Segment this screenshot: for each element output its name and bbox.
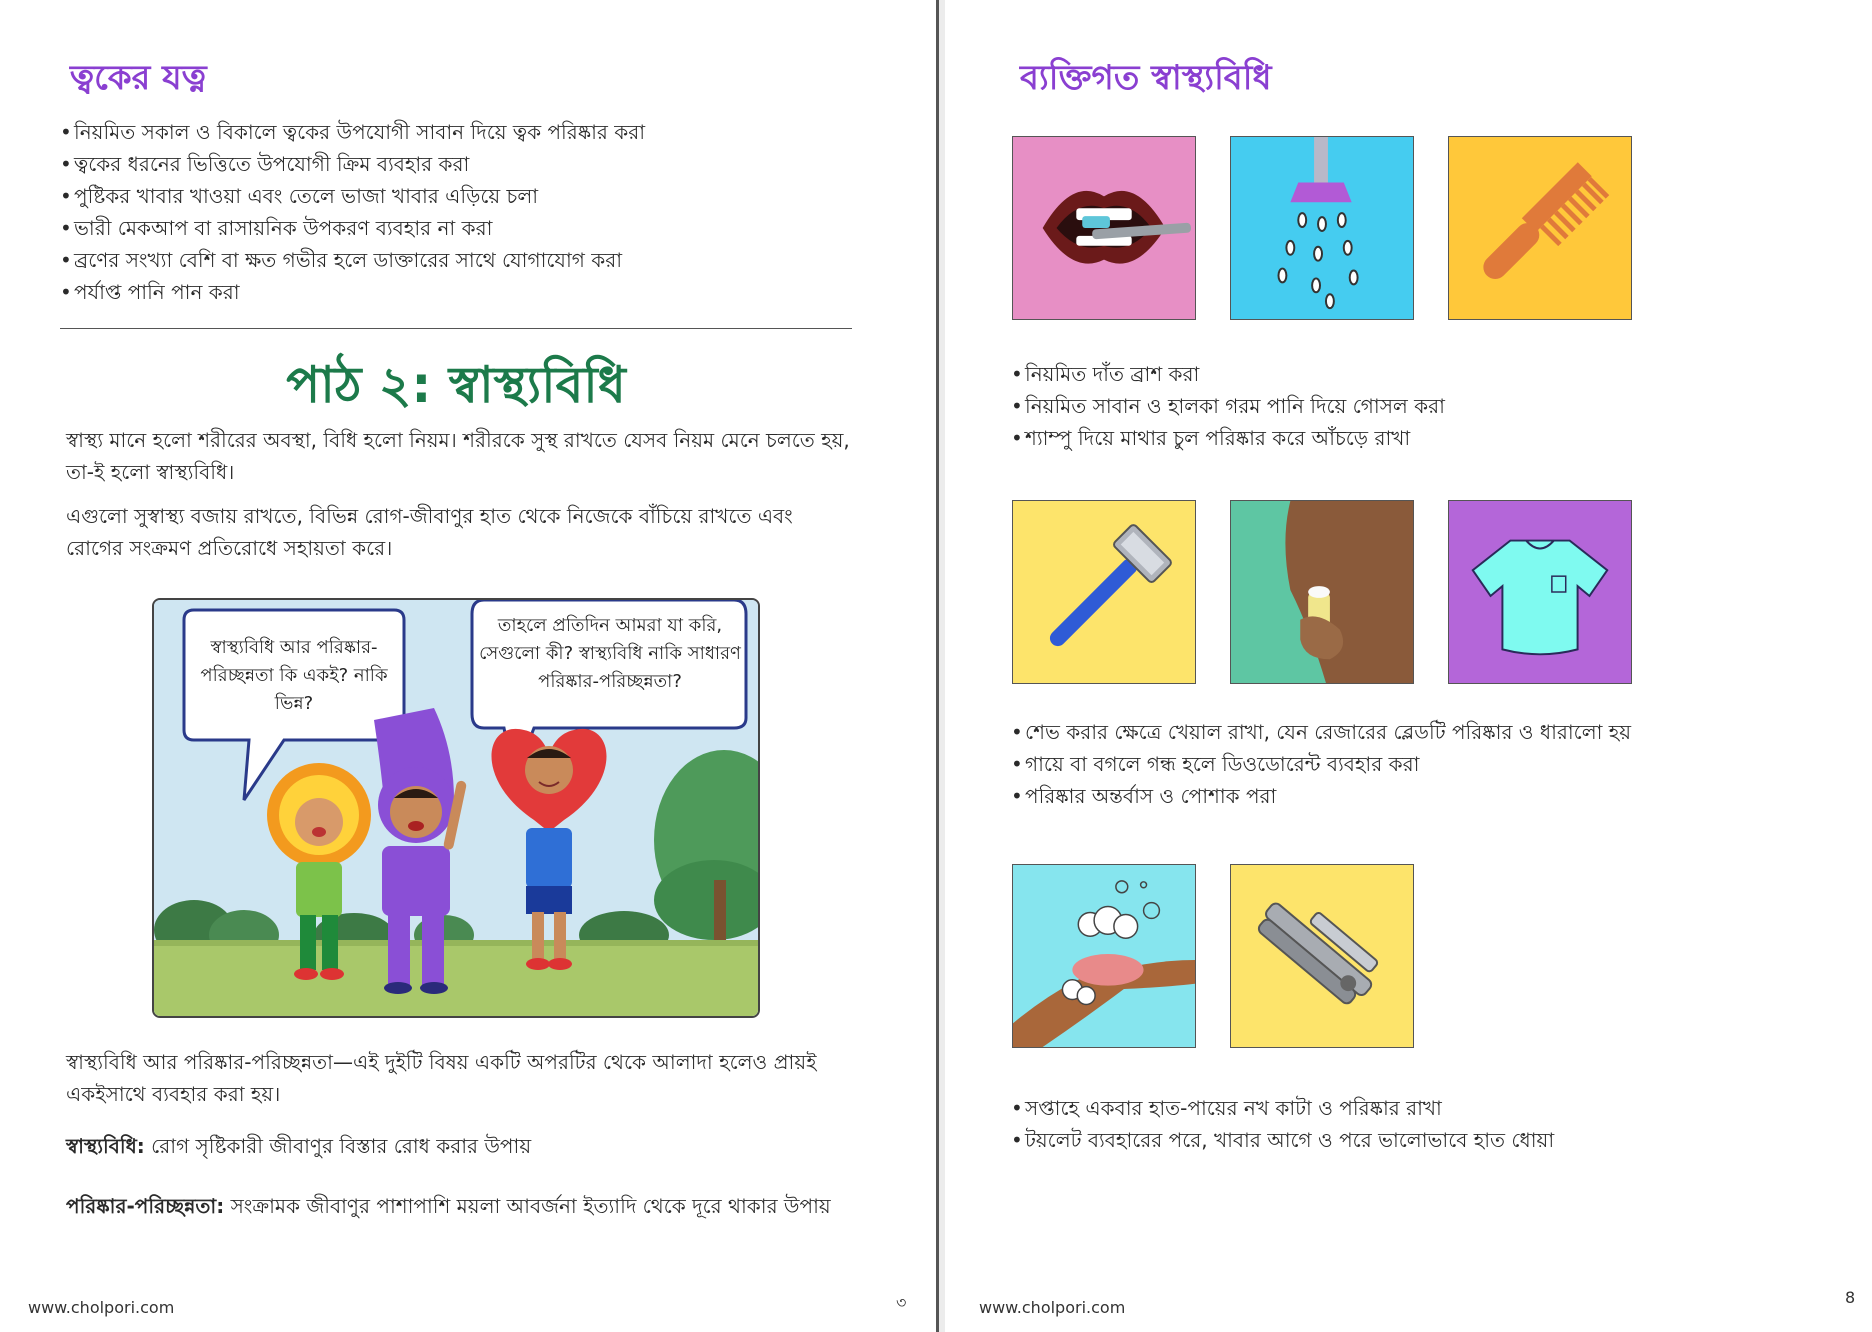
comb-icon: [1448, 136, 1632, 320]
definition-text: রোগ সৃষ্টিকারী জীবাণুর বিস্তার রোধ করার উপায়: [144, 1134, 532, 1158]
section-divider: [60, 328, 852, 329]
list-item: • নিয়মিত সাবান ও হালকা গরম পানি দিয়ে গোসল করা: [1011, 390, 1445, 422]
lesson-paragraph-1: স্বাস্থ্য মানে হলো শরীরের অবস্থা, বিধি হলো নিয়ম। শরীরকে সুস্থ রাখতে যেসব নিয়ম মেনে চলতে হয়, তা-ই হলো স্বাস্থ্যবিধি।: [66, 428, 850, 484]
skin-care-title: ত্বকের যত্ন: [70, 58, 207, 98]
list-item: • গায়ে বা বগলে গন্ধ হলে ডিওডোরেন্ট ব্যবহার করা: [1011, 748, 1631, 780]
definition-text: সংক্রামক জীবাণুর পাশাপাশি ময়লা আবর্জনা ইত্যাদি থেকে দূরে থাকার উপায়: [224, 1194, 831, 1218]
definition-hygiene: [66, 1130, 856, 1162]
list-item: • পর্যাপ্ত পানি পান করা: [60, 276, 645, 308]
list-item: • শ্যাম্পু দিয়ে মাথার চুল পরিষ্কার করে আঁচড়ে রাখা: [1011, 422, 1445, 454]
list-item: • নিয়মিত সকাল ও বিকালে ত্বকের উপযোগী সাবান দিয়ে ত্বক পরিষ্কার করা: [60, 116, 645, 148]
definition-cleanliness: [66, 1190, 856, 1222]
list-item: • পরিষ্কার অন্তর্বাস ও পোশাক পরা: [1011, 780, 1631, 812]
list-item: • পুষ্টিকর খাবার খাওয়া এবং তেলে ভাজা খাবার এড়িয়ে চলা: [60, 180, 645, 212]
hygiene-list-3: [1011, 1092, 1554, 1156]
footer-url: www.cholpori.com: [28, 1298, 175, 1317]
deodorant-icon: [1230, 500, 1414, 684]
list-item: • টয়লেট ব্যবহারের পরে, খাবার আগে ও পরে ভালোভাবে হাত ধোয়া: [1011, 1124, 1554, 1156]
page-number: ৩: [896, 1293, 907, 1312]
speech-bubble-left: স্বাস্থ্যবিধি আর পরিষ্কার-পরিচ্ছন্নতা কি একই? নাকি ভিন্ন?: [200, 637, 388, 714]
footer-url: www.cholpori.com: [979, 1298, 1126, 1317]
list-item: • ভারী মেকআপ বা রাসায়নিক উপকরণ ব্যবহার না করা: [60, 212, 645, 244]
shower-icon: [1230, 136, 1414, 320]
skin-care-list: [60, 116, 645, 308]
list-item: • ব্রণের সংখ্যা বেশি বা ক্ষত গভীর হলে ডাক্তারের সাথে যোগাযোগ করা: [60, 244, 645, 276]
list-item: • সপ্তাহে একবার হাত-পায়ের নখ কাটা ও পরিষ্কার রাখা: [1011, 1092, 1554, 1124]
right-page: [945, 0, 1872, 1332]
lesson-title: পাঠ ২: স্বাস্থ্যবিধি: [286, 356, 626, 414]
hygiene-list-1: [1011, 358, 1445, 454]
hygiene-list-2: [1011, 716, 1631, 812]
razor-icon: [1012, 500, 1196, 684]
nail-clipper-icon: [1230, 864, 1414, 1048]
definition-term: স্বাস্থ্যবিধি:: [66, 1134, 145, 1158]
page-spine: [936, 0, 945, 1332]
list-item: • নিয়মিত দাঁত ব্রাশ করা: [1011, 358, 1445, 390]
list-item: • ত্বকের ধরনের ভিত্তিতে উপযোগী ক্রিম ব্যবহার করা: [60, 148, 645, 180]
lesson-paragraph-2: এগুলো সুস্বাস্থ্য বজায় রাখতে, বিভিন্ন রোগ-জীবাণুর হাত থেকে নিজেকে বাঁচিয়ে রাখতে এবং রোগের সংক্রমণ প্রতিরোধে সহায়তা করে।: [66, 504, 793, 560]
comic-illustration: [152, 598, 760, 1018]
toothbrush-icon: [1012, 136, 1196, 320]
page-number: 8: [1845, 1288, 1856, 1307]
speech-bubble-right: তাহলে প্রতিদিন আমরা যা করি, সেগুলো কী? স্বাস্থ্যবিধি নাকি সাধারণ পরিষ্কার-পরিচ্ছন্নতা?: [479, 615, 741, 692]
tshirt-icon: [1448, 500, 1632, 684]
personal-hygiene-title: ব্যক্তিগত স্বাস্থ্যবিধি: [1020, 58, 1272, 98]
handwash-icon: [1012, 864, 1196, 1048]
list-item: • শেভ করার ক্ষেত্রে খেয়াল রাখা, যেন রেজারের ব্লেডটি পরিষ্কার ও ধারালো হয়: [1011, 716, 1631, 748]
lesson-paragraph-3: স্বাস্থ্যবিধি আর পরিষ্কার-পরিচ্ছন্নতা—এই দুইটি বিষয় একটি অপরটির থেকে আলাদা হলেও প্রায়ই একইসাথে ব্যবহার করা হয়।: [66, 1050, 817, 1106]
definition-term: পরিষ্কার-পরিচ্ছন্নতা:: [66, 1194, 225, 1218]
